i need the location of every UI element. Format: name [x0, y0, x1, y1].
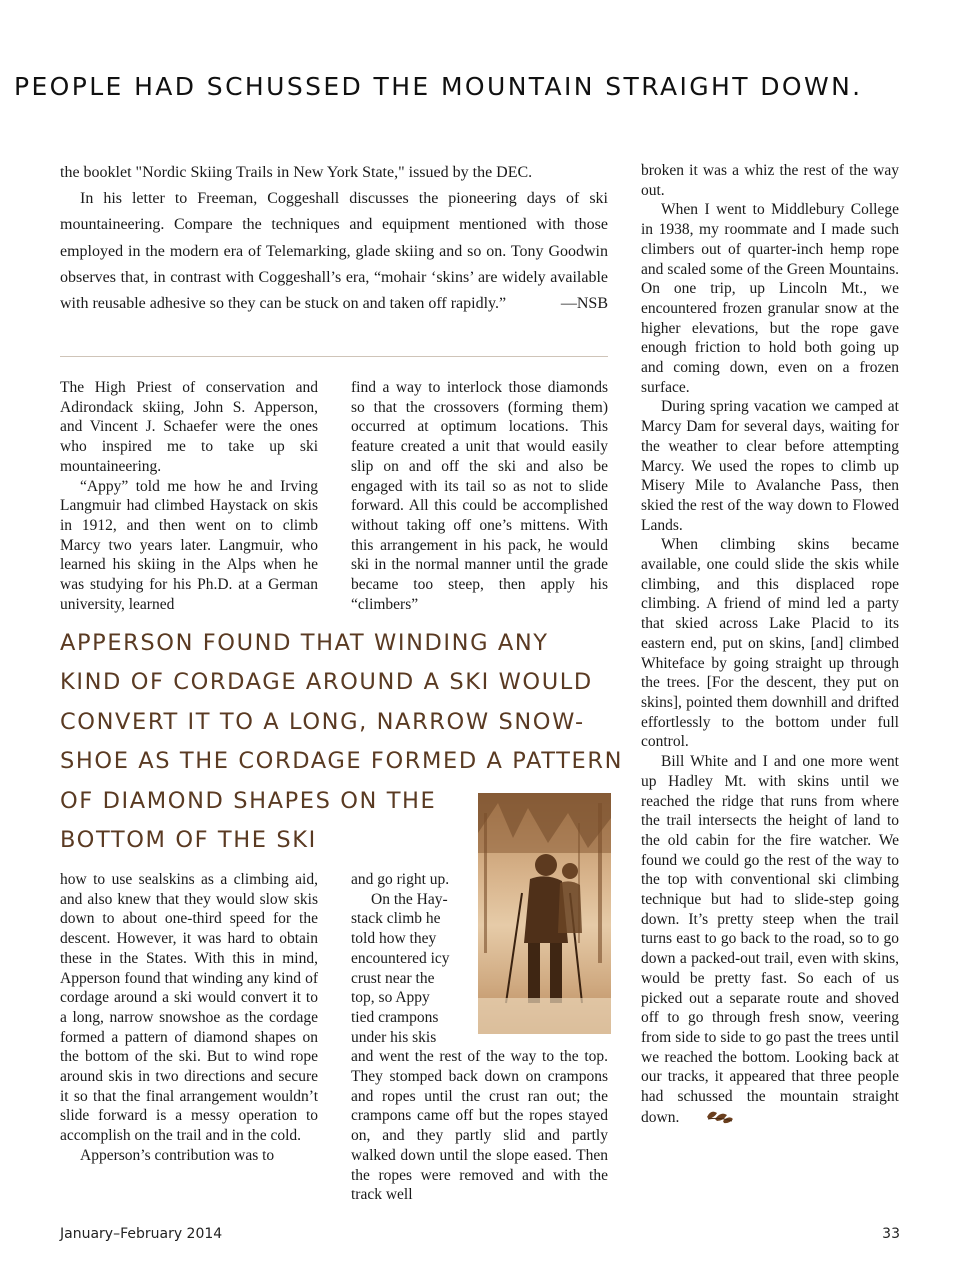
- narrow-line: crust near the: [351, 969, 435, 987]
- narrow-line: tied crampons: [351, 1008, 439, 1026]
- column-2-bottom-narrow-block: [351, 890, 463, 1048]
- column-1-paragraph-2: “Appy” told me how he and Irving Langmuir had climbed Haystack on skis in 1912, and then went on to climb Marcy two years later. Langmuir, who learned his skiing in the Alps when he was studying for his Ph.D. at a German university, learned: [60, 477, 318, 613]
- column-3-paragraph-5-text: Bill White and I and one more went up Hadley Mt. with skins until we reached the ridge that runs from where the trail intersects the height of land to the old cabin for the fire watcher. We found we could go the rest of the way to the top with conventional ski climbing technique but had to slide-step going down. It’s pretty steep when the trail turns east to go back to the road, so to go down a packed-out trail, even with skins, would be pretty fast. So each of us picked out a separate route and shoved off to go through fresh snow, veering from side to side to go past the trees until we reached the bottom. Looking back at our tracks, it appeared that three people had schussed the mountain straight down.: [641, 753, 899, 1126]
- intro-signature: —NSB: [560, 295, 608, 313]
- headline: PEOPLE HAD SCHUSSED THE MOUNTAIN STRAIGHT DOWN.: [14, 72, 863, 101]
- column-2-bottom-first-line: and go right up.: [351, 871, 450, 888]
- column-3-paragraph-1: broken it was a whiz the rest of the way out.: [641, 162, 899, 199]
- pull-quote-line: OF DIAMOND SHAPES ON THE: [60, 787, 437, 814]
- footer-issue-date: January–February 2014: [60, 1226, 223, 1242]
- column-3-paragraph-3: During spring vacation we camped at Marcy Dam for several days, waiting for the weather to clear before attempting Marcy. We used the ropes to climb up Misery Mile to Avalanche Pass, then skied the rest of the way down to Flowed Lands.: [641, 398, 899, 534]
- column-2-paragraph-1: find a way to interlock those diamonds so that the crossovers (forming them) occurred at optimum locations. This feature created a unit that would easily slip on and off the ski and also be engaged with its tail so as not to slide forward. All this could be accomplished without taking off one’s mittens. With this arrangement in his pack, he would ski in the normal manner until the grade became too steep, then apply his “climbers”: [351, 379, 608, 613]
- leaf-endmark-icon: [685, 1107, 735, 1131]
- column-3-paragraph-4: When climbing skins became available, one could slide the skis while climbing, and this displaced rope climbing. A friend of mind led a party that skied across Lake Placid to its eastern end, put on skins, [and] climbed Whiteface by going straight up through the trees. [For the descent, they put on skins], pointed them downhill and drifted effortlessly to the bottom under full control.: [641, 536, 899, 751]
- column-3: [641, 161, 899, 1130]
- narrow-line: encountered icy: [351, 949, 450, 967]
- column-2-top: [351, 378, 608, 614]
- pull-quote-line: BOTTOM OF THE SKI: [60, 827, 317, 854]
- footer-page-number: 33: [882, 1226, 900, 1242]
- intro-text: [60, 160, 608, 317]
- column-2-bottom: [351, 870, 608, 1205]
- section-divider: [60, 356, 608, 357]
- narrow-line: under his skis: [351, 1028, 437, 1046]
- pull-quote-line: CONVERT IT TO A LONG, NARROW SNOW-: [60, 708, 585, 735]
- pull-quote-line: KIND OF CORDAGE AROUND A SKI WOULD: [60, 669, 593, 696]
- pull-quote-line: SHOE AS THE CORDAGE FORMED A PATTERN: [60, 748, 624, 775]
- column-1-paragraph-1: The High Priest of conservation and Adirondack skiing, John S. Apperson, and Vincent J. Schaefer were the ones who inspired me to take up ski mountaineering.: [60, 379, 318, 475]
- column-2-bottom-rest: and went the rest of the way to the top. They stomped back down on crampons and ropes until the crust ran out; the crampons came off but the ropes stayed on, and they partly slid and partly walked down until the slope eased. Then the ropes were removed and with the track well: [351, 1048, 608, 1204]
- pull-quote-line: APPERSON FOUND THAT WINDING ANY: [60, 630, 549, 656]
- narrow-line: top, so Appy: [351, 989, 430, 1007]
- narrow-line: stack climb he: [351, 910, 441, 928]
- narrow-line: On the Hay-: [371, 890, 448, 908]
- column-1-bottom: [60, 870, 318, 1166]
- narrow-line: told how they: [351, 930, 437, 948]
- column-1-bottom-paragraph-2: Apperson’s contribution was to: [80, 1146, 275, 1164]
- column-1-top: [60, 378, 318, 614]
- column-3-paragraph-2: When I went to Middlebury College in 1938, my roommate and I made such climbers out of quarter-inch hemp rope and scaled some of the Green Mountains. On one trip, up Lincoln Mt., we encountered frozen granular snow at the higher elevations, but the rope gave enough friction to hold both going up and coming down, even on a frozen surface.: [641, 201, 899, 396]
- column-1-bottom-paragraph-1: how to use sealskins as a climbing aid, and also knew that they would slow skis down to about one-third speed for the descent. However, it was hard to obtain these in the States. With this in mind, Apperson found that winding any kind of cordage around a ski would convert it to a long, narrow snowshoe as the cordage formed a pattern of diamond shapes on the bottom of the ski. But to wind rope around skis in two directions and secure it so that the final arrangement wouldn’t slide forward is a messy operation to accomplish on the trail and in the cold.: [60, 871, 318, 1145]
- intro-paragraph-2: In his letter to Freeman, Coggeshall discusses the pioneering days of ski mountaineering. Compare the techniques and equipment mentioned with those employed in the modern era of Telemarking, glade skiing and so on. Tony Goodwin observes that, in contrast with Coggeshall’s era, “mohair ‘skins’ are widely available with reusable adhesive so they can be stuck on and taken off rapidly.”: [60, 190, 608, 313]
- intro-paragraph-1: the booklet "Nordic Skiing Trails in New York State," issued by the DEC.: [60, 164, 533, 181]
- column-3-paragraph-5: [641, 752, 899, 1130]
